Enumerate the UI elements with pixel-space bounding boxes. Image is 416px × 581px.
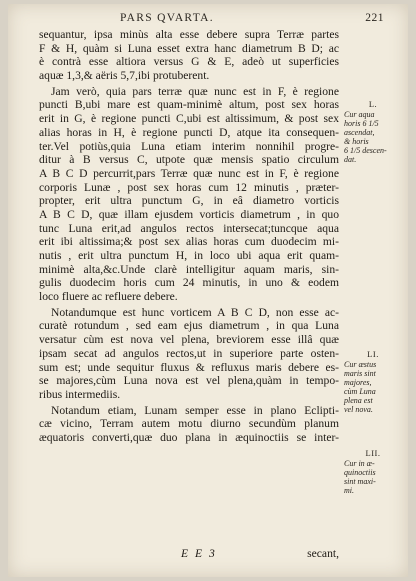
margin-note-line: maris sint — [344, 369, 376, 378]
text-line: sum est; unde sequitur fluxus & refluxus maris debere es- — [39, 360, 339, 374]
running-head — [68, 12, 388, 26]
margin-note-line: mi. — [344, 486, 354, 495]
margin-note — [344, 350, 402, 414]
text-line: ter.Vel potiùs,quia Luna etiam interim nonnihil progre- — [39, 139, 339, 153]
paragraph — [39, 85, 339, 304]
paragraph — [39, 404, 339, 445]
text-line: ditur à B versus C, utpote quæ mensis spatio circulum — [39, 153, 339, 167]
body-text — [39, 28, 339, 445]
text-line: se majores,cùm Luna nova est vel plena,quàm in tempo- — [39, 374, 339, 388]
margin-note-line: dat. — [344, 155, 357, 164]
text-line: aquæ 1,3,& aëris 5,7,ibi protuberent. — [39, 69, 210, 83]
paragraph — [39, 306, 339, 402]
text-line: propter, erit ultra punctum G, in eâ diametro vorticis — [39, 194, 339, 208]
text-line: A B C D percurrit,pars Terræ quæ nunc est in F, è regione — [39, 166, 339, 180]
running-title: PARS QVARTA. — [120, 12, 214, 24]
margin-note-line: Cur æstus — [344, 360, 377, 369]
text-line: Notandumque est hunc vorticem A B C D, non esse ac- — [51, 305, 339, 319]
text-line: F & H, quàm si Luna esset extra hanc diametrum B D; ac — [39, 41, 339, 55]
text-line: tunc Luna erit,ad angulos rectos intersecat;tuncque aqua — [39, 221, 339, 235]
page-footer — [39, 547, 339, 561]
margin-note-number: LII. — [365, 448, 381, 458]
signature-mark: E E 3 — [181, 547, 217, 560]
margin-note-line: & horis — [344, 137, 369, 146]
text-line: ipsam secat ad angulos rectos,ut in superiore parte osten- — [39, 346, 339, 360]
text-line: A B C D, quæ illam ejusdem vorticis diametrum , in quo — [39, 207, 339, 221]
margin-note-line: Cur in æ- — [344, 459, 375, 468]
margin-note — [344, 449, 402, 495]
text-line: curatè rotundum , sed eam ejus diametrum , in qua Luna — [39, 319, 339, 333]
margin-note-line: quinoctiis — [344, 468, 376, 477]
margin-note-line: horis 6 1/5 — [344, 119, 379, 128]
page-number: 221 — [365, 12, 384, 24]
text-line: è contrà esse altiora versus G & E, adeò ut superficies — [39, 55, 339, 69]
text-line: erit ibi altissima;& post sex alias horas cum duodecim mi- — [39, 235, 339, 249]
margin-note-line: Cur aqua — [344, 110, 375, 119]
text-line: sequantur, ipsa minùs alta esse debere supra Terræ partes — [39, 28, 339, 41]
book-page — [8, 4, 408, 577]
text-line: versatur cùm est nova vel plena, breviorem esse illâ quæ — [39, 333, 339, 347]
text-line: nutis , erit ultra punctum H, in loco ubi aqua erit quam- — [39, 249, 339, 262]
margin-note-line: majores, — [344, 378, 372, 387]
text-line: Jam verò, quia pars terræ quæ nunc est in F, è regione — [51, 84, 339, 98]
margin-note-number: L. — [368, 99, 378, 109]
margin-note-line: ascendat, — [344, 128, 375, 137]
margin-note-line: sint maxi- — [344, 477, 376, 486]
text-line: loco fluere ac refluere debere. — [39, 290, 178, 304]
text-line: æquatoris converti,quæ duo plana in æquinoctiis se inter- — [39, 430, 339, 444]
paragraph — [39, 28, 339, 83]
text-line: corporis Lunæ , post sex horas cum 12 minutis , præter- — [39, 180, 339, 194]
margin-note — [344, 100, 402, 164]
text-line: Notandum etiam, Lunam semper esse in plano Eclipti- — [51, 403, 339, 417]
text-line: ribus intermediis. — [39, 387, 121, 401]
margin-note-line: 6 1/5 descen- — [344, 146, 387, 155]
catchword: secant, — [307, 547, 339, 560]
margin-note-line: plena est — [344, 396, 373, 405]
margin-note-number: LI. — [367, 349, 379, 359]
text-line: erit in G, è regione puncti C,ubi est altissimum, & post sex — [39, 112, 339, 126]
text-line: cæ vicino, Terram autem motu diurno secundùm planum — [39, 417, 339, 431]
text-line: puncti B,ubi mare est quam-minimè altum, post sex horas — [39, 98, 339, 112]
text-line: minimè alta,&c.Unde clarè intelligitur aquam maris, sin- — [39, 262, 339, 276]
margin-note-line: cùm Luna — [344, 387, 376, 396]
text-line: gulis duodecim horis cum 24 minutis, in uno & eodem — [39, 276, 339, 290]
text-line: alias horas in H, è regione puncti D, atque ita consequen- — [39, 125, 339, 139]
margin-note-line: vel nova. — [344, 405, 373, 414]
